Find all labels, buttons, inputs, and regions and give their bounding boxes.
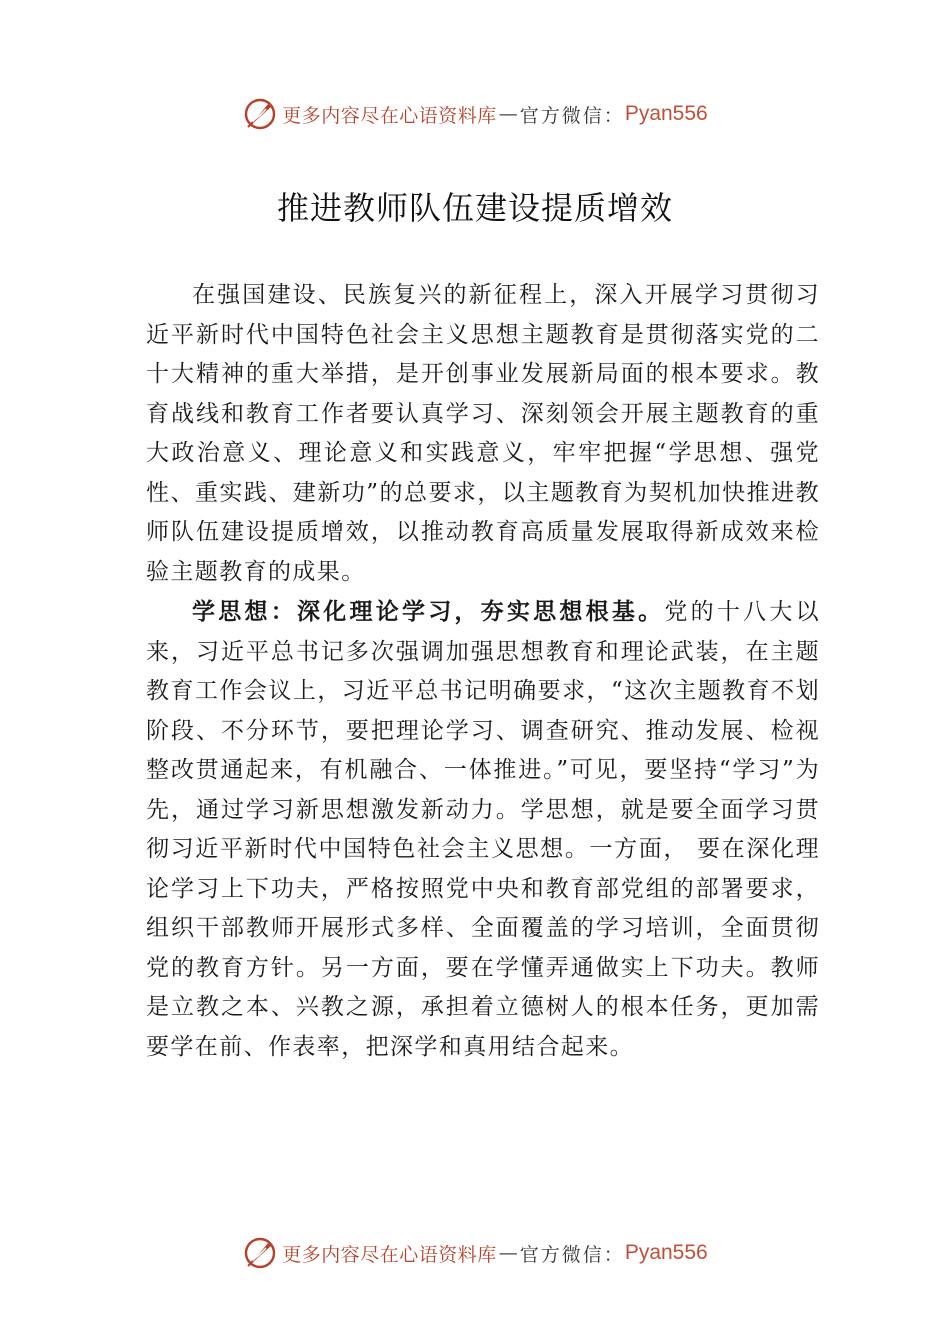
wechat-label: 官方微信： bbox=[519, 1243, 625, 1266]
watermark-separator: — bbox=[498, 103, 518, 125]
paragraph-study-thought bbox=[146, 592, 820, 1067]
paragraph-lead: 学思想：深化理论学习，夯实思想根基。 bbox=[192, 598, 665, 625]
paragraph-text: 党的十八大以来，习近平总书记多次强调加强思想教育和理论武装，在主题教育工作会议上，习近平总书记明确要求，“这次主题教育不划阶段、不分环节，要把理论学习、调查研究、推动发展、检视整改贯通起来，有机融合、一体推进。”可见，要坚持“学习”为先，通过学习新思想激发新动力。学思想，就是要全面学习贯彻习近平新时代中国特色社会主义思想。一方面， 要在深化理论学习上下功夫，严格按照党中央和教育部党组的部署要求，组织干部教师开展形式多样、全面覆盖的学习培训，全面贯彻党的教育方针。另一方面，要在学懂弄通做实上下功夫。教师是立教之本、兴教之源，承担着立德树人的根本任务，更加需要学在前、作表率，把深学和真用结合起来。 bbox=[146, 599, 821, 1060]
wechat-label: 官方微信： bbox=[519, 104, 625, 127]
paragraph-text: 在强国建设、民族复兴的新征程上，深入开展学习贯彻习近平新时代中国特色社会主义思想主题教育是贯彻落实党的二十大精神的重大举措，是开创事业发展新局面的根本要求。教育战线和教育工作者要认真学习、深刻领会开展主题教育的重大政治意义、理论意义和实践意义，牢牢把握“学思想、强党性、重实践、建新功”的总要求，以主题教育为契机加快推进教师队伍建设提质增效，以推动教育高质量发展取得新成效来检验主题教育的成果。 bbox=[146, 282, 820, 585]
document-title: 推进教师队伍建设提质增效 bbox=[276, 189, 673, 227]
quill-logo-icon bbox=[242, 96, 278, 132]
quill-logo-icon bbox=[242, 1235, 278, 1271]
header-watermark bbox=[0, 92, 950, 136]
watermark-separator: — bbox=[498, 1242, 518, 1264]
footer-watermark bbox=[0, 1231, 950, 1275]
wechat-id: Pyan556 bbox=[624, 1241, 708, 1264]
paragraph-intro bbox=[146, 275, 820, 592]
watermark-text: 更多内容尽在心语资料库 bbox=[282, 1243, 497, 1266]
wechat-id: Pyan556 bbox=[624, 102, 708, 125]
document-body bbox=[146, 275, 820, 1067]
watermark-text: 更多内容尽在心语资料库 bbox=[282, 104, 497, 127]
